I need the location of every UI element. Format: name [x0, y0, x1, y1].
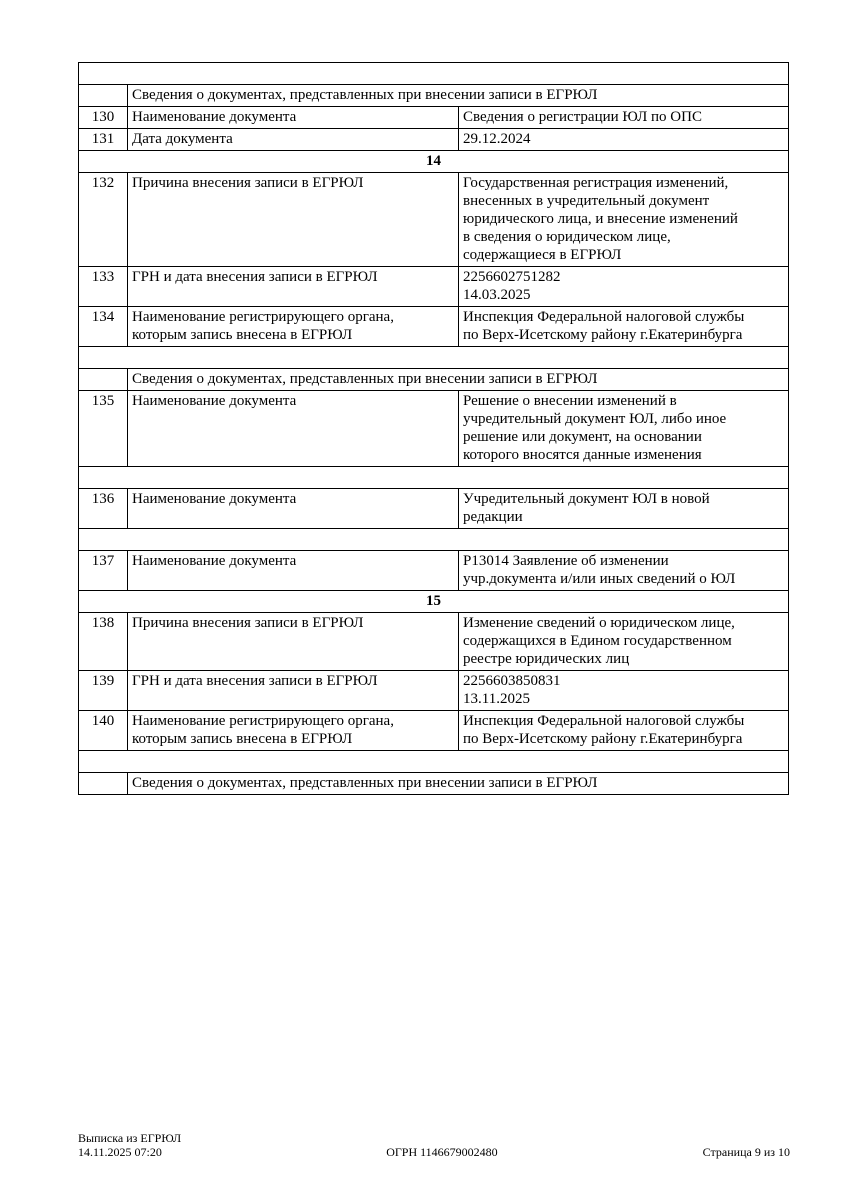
field-value: Решение о внесении изменений в учредительный документ ЮЛ, либо иное решение или документ, на основании которого вносятся данные изменения — [459, 391, 789, 467]
field-value: Р13014 Заявление об изменении учр.документа и/или иных сведений о ЮЛ — [459, 551, 789, 591]
row-number: 133 — [79, 267, 128, 307]
table-row-group-header — [79, 369, 789, 391]
table-row-134 — [79, 307, 789, 347]
group-header-text: Сведения о документах, представленных при внесении записи в ЕГРЮЛ — [128, 773, 789, 795]
table-row-138 — [79, 613, 789, 671]
table-row-133 — [79, 267, 789, 307]
row-number: 140 — [79, 711, 128, 751]
field-label: ГРН и дата внесения записи в ЕГРЮЛ — [128, 267, 459, 307]
field-value: Изменение сведений о юридическом лице, содержащихся в Едином государственном реестре юридических лиц — [459, 613, 789, 671]
table-row-section-14 — [79, 151, 789, 173]
table-row-132 — [79, 173, 789, 267]
footer-left-block — [78, 1131, 181, 1159]
table-row-131 — [79, 129, 789, 151]
field-value: 2256603850831 13.11.2025 — [459, 671, 789, 711]
table-row-139 — [79, 671, 789, 711]
table-row-136 — [79, 489, 789, 529]
row-number: 131 — [79, 129, 128, 151]
footer-ogrn: ОГРН 1146679002480 — [386, 1145, 498, 1159]
table-row-spacer — [79, 751, 789, 773]
field-label: Наименование документа — [128, 107, 459, 129]
field-value: 29.12.2024 — [459, 129, 789, 151]
field-label: Наименование документа — [128, 489, 459, 529]
field-label: Наименование документа — [128, 551, 459, 591]
table-row-group-header — [79, 773, 789, 795]
group-header-text: Сведения о документах, представленных при внесении записи в ЕГРЮЛ — [128, 369, 789, 391]
field-label: ГРН и дата внесения записи в ЕГРЮЛ — [128, 671, 459, 711]
field-label: Причина внесения записи в ЕГРЮЛ — [128, 173, 459, 267]
spacer-cell — [79, 347, 789, 369]
footer-timestamp: 14.11.2025 07:20 — [78, 1145, 162, 1159]
row-number: 139 — [79, 671, 128, 711]
row-number-cell-empty — [79, 369, 128, 391]
field-label: Причина внесения записи в ЕГРЮЛ — [128, 613, 459, 671]
field-value: Инспекция Федеральной налоговой службы по Верх-Исетскому району г.Екатеринбурга — [459, 307, 789, 347]
table-row-spacer — [79, 529, 789, 551]
row-number-cell-empty — [79, 85, 128, 107]
table-row-spacer — [79, 63, 789, 85]
table-row-140 — [79, 711, 789, 751]
row-number: 137 — [79, 551, 128, 591]
field-label: Наименование регистрирующего органа, которым запись внесена в ЕГРЮЛ — [128, 711, 459, 751]
table-row-group-header — [79, 85, 789, 107]
table-row-spacer — [79, 467, 789, 489]
spacer-cell — [79, 529, 789, 551]
table-row-137 — [79, 551, 789, 591]
group-header-text: Сведения о документах, представленных при внесении записи в ЕГРЮЛ — [128, 85, 789, 107]
row-number: 132 — [79, 173, 128, 267]
egrul-extract-table — [78, 62, 789, 795]
section-number: 15 — [79, 591, 789, 613]
table-row-section-15 — [79, 591, 789, 613]
field-value: Государственная регистрация изменений, внесенных в учредительный документ юридического лица, и внесение изменений в сведения о юридическом лице, содержащиеся в ЕГРЮЛ — [459, 173, 789, 267]
footer-doc-title: Выписка из ЕГРЮЛ — [78, 1131, 182, 1145]
spacer-cell — [79, 63, 789, 85]
row-number-cell-empty — [79, 773, 128, 795]
row-number: 130 — [79, 107, 128, 129]
row-number: 136 — [79, 489, 128, 529]
spacer-cell — [79, 751, 789, 773]
page-footer — [78, 1131, 790, 1159]
section-number: 14 — [79, 151, 789, 173]
table-row-135 — [79, 391, 789, 467]
table-row-130 — [79, 107, 789, 129]
footer-page-number: Страница 9 из 10 — [702, 1145, 790, 1159]
table-row-spacer — [79, 347, 789, 369]
spacer-cell — [79, 467, 789, 489]
field-label: Дата документа — [128, 129, 459, 151]
field-value: Инспекция Федеральной налоговой службы по Верх-Исетскому району г.Екатеринбурга — [459, 711, 789, 751]
field-value: Учредительный документ ЮЛ в новой редакции — [459, 489, 789, 529]
field-value: Сведения о регистрации ЮЛ по ОПС — [459, 107, 789, 129]
row-number: 138 — [79, 613, 128, 671]
row-number: 134 — [79, 307, 128, 347]
field-label: Наименование регистрирующего органа, которым запись внесена в ЕГРЮЛ — [128, 307, 459, 347]
row-number: 135 — [79, 391, 128, 467]
field-value: 2256602751282 14.03.2025 — [459, 267, 789, 307]
field-label: Наименование документа — [128, 391, 459, 467]
